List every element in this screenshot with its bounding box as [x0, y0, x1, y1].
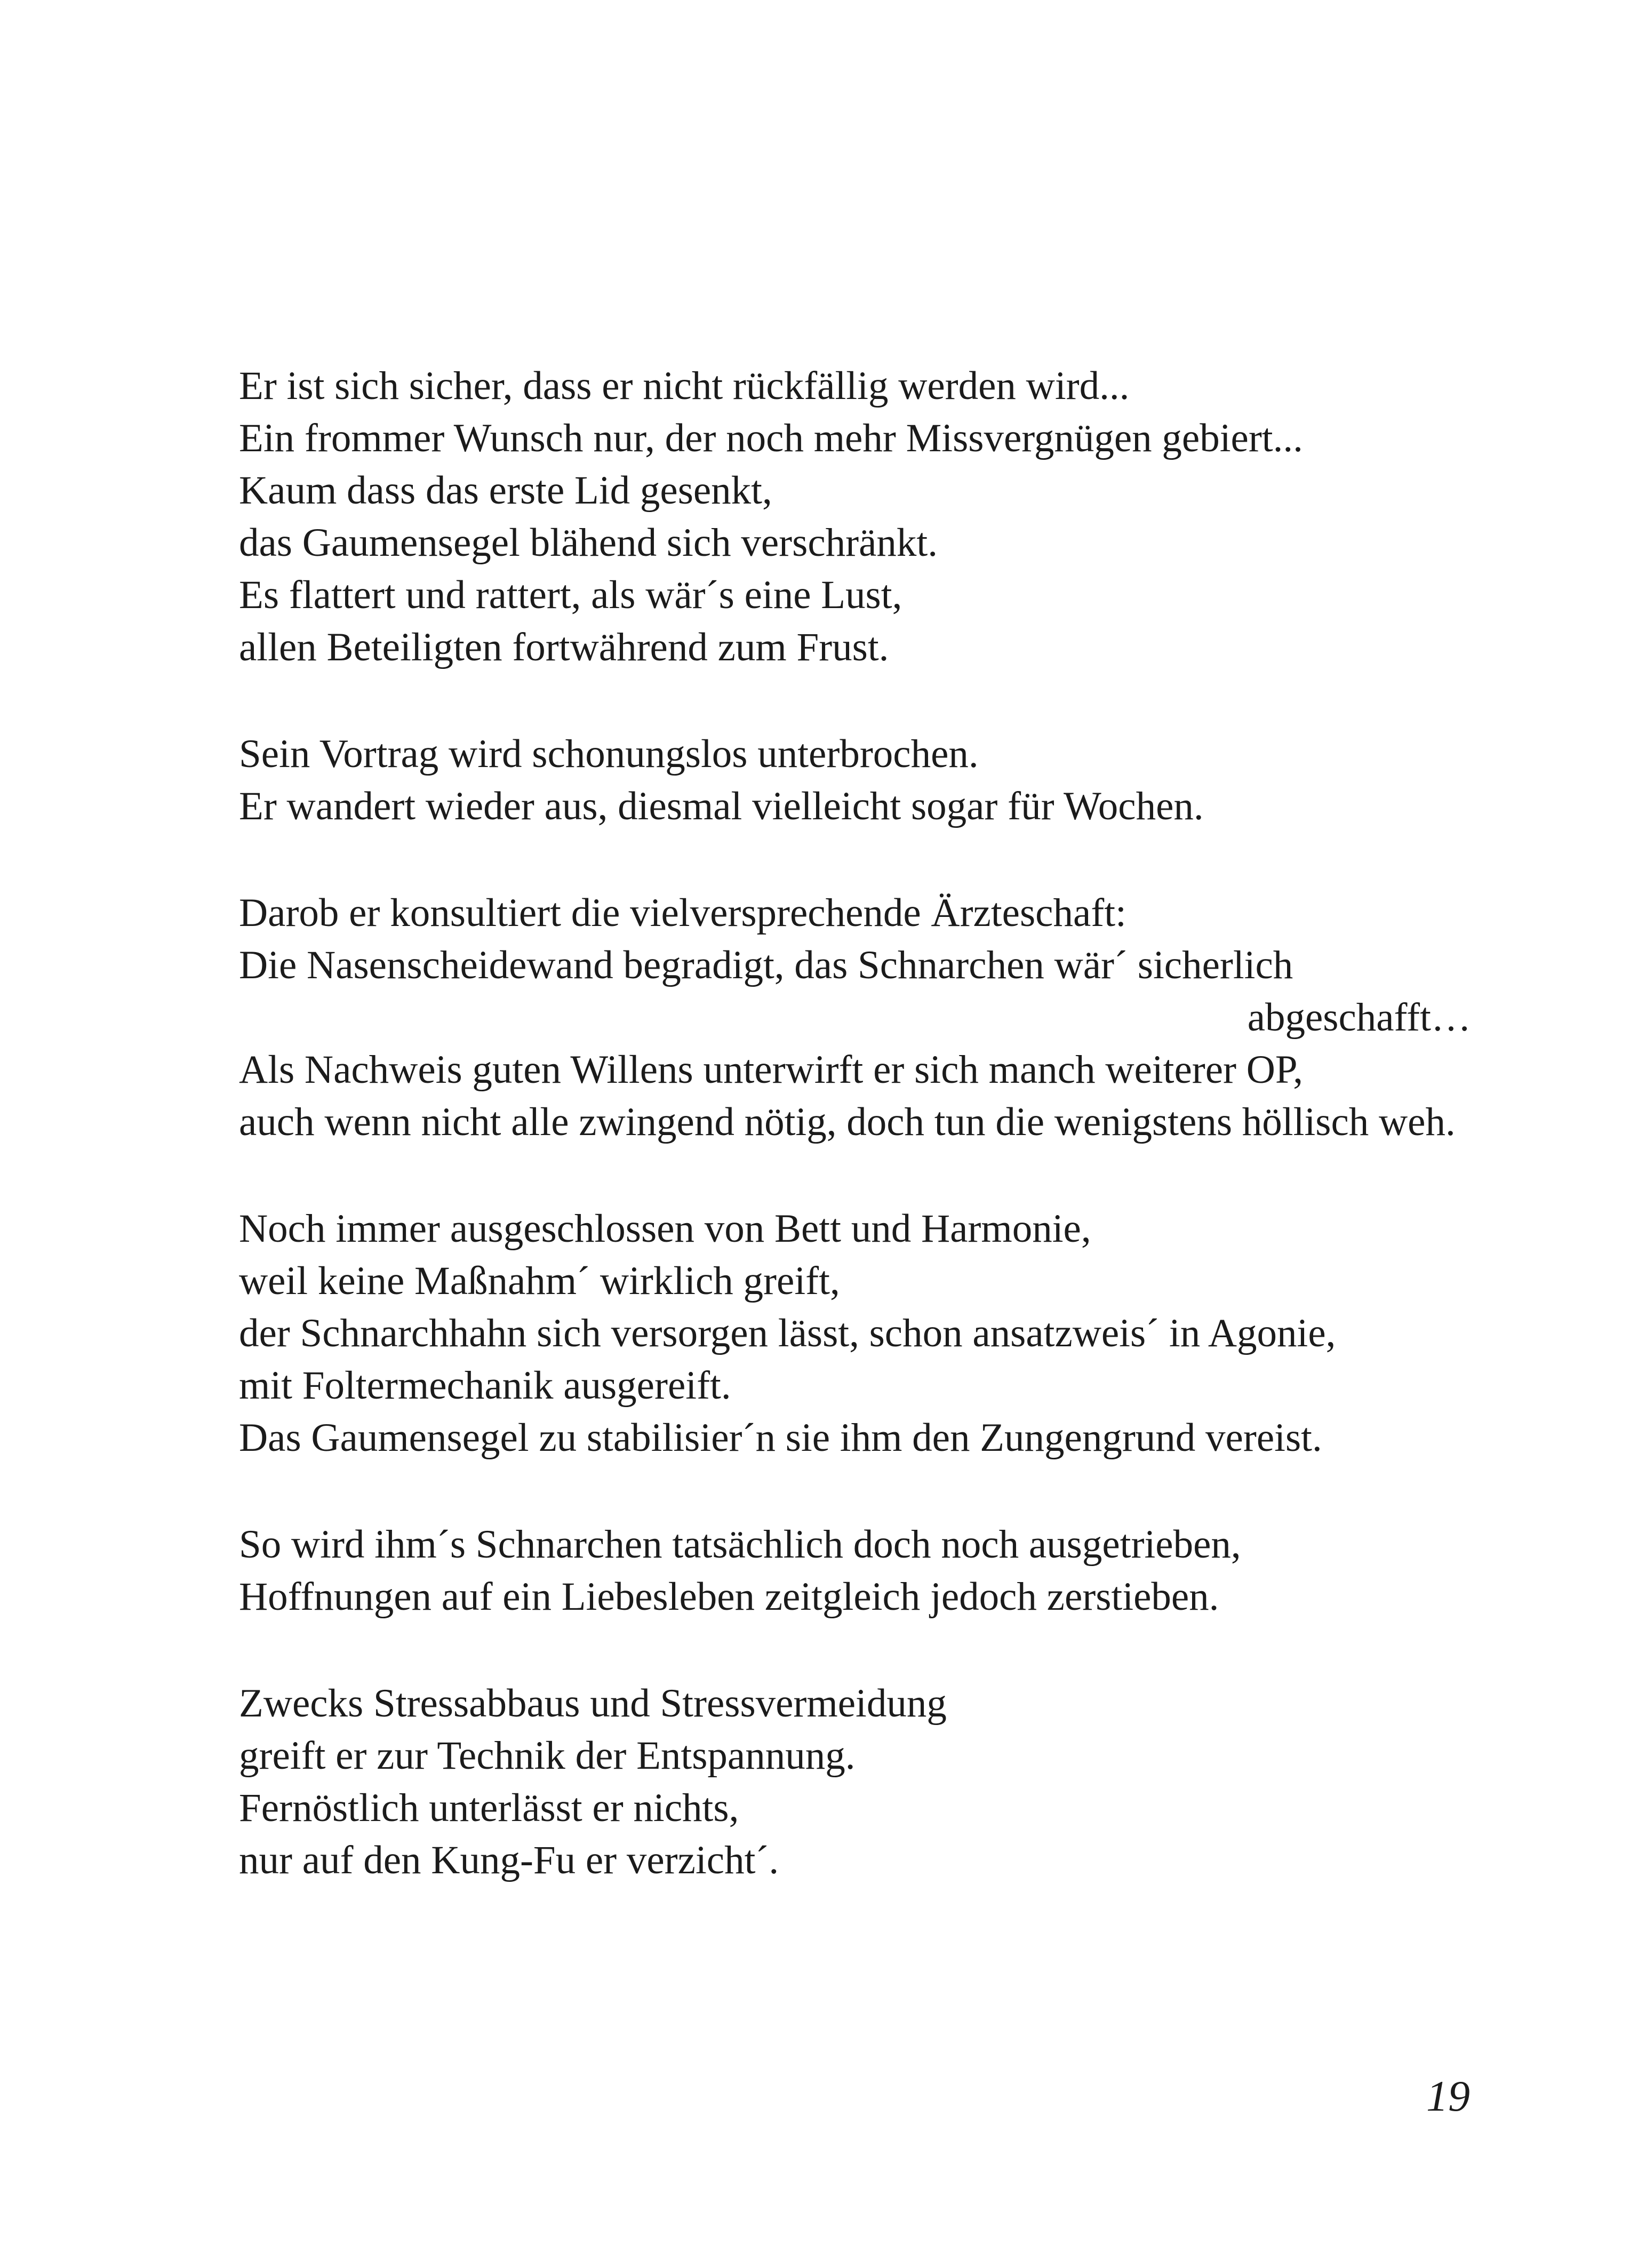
- poem-line: nur auf den Kung-Fu er verzicht´.: [239, 1838, 779, 1882]
- poem-body: [239, 360, 1492, 1941]
- poem-line: Noch immer ausgeschlossen von Bett und Harmonie,: [239, 1207, 1091, 1251]
- stanza-1: [239, 360, 1492, 674]
- poem-line: der Schnarchhahn sich versorgen lässt, schon ansatzweis´ in Agonie,: [239, 1311, 1336, 1355]
- poem-line-continuation: abgeschafft…: [1247, 995, 1471, 1040]
- poem-line: weil keine Maßnahm´ wirklich greift,: [239, 1259, 840, 1303]
- stanza-4: [239, 1203, 1492, 1464]
- poem-line: Die Nasenscheidewand begradigt, das Schnarchen wär´ sicherlich: [239, 943, 1293, 987]
- poem-line: greift er zur Technik der Entspannung.: [239, 1734, 856, 1778]
- poem-line: Es flattert und rattert, als wär´s eine Lust,: [239, 573, 902, 617]
- poem-line: mit Foltermechanik ausgereift.: [239, 1363, 731, 1408]
- poem-line: Er ist sich sicher, dass er nicht rückfällig werden wird...: [239, 364, 1130, 408]
- poem-line: auch wenn nicht alle zwingend nötig, doch tun die wenigstens höllisch weh.: [239, 1100, 1456, 1144]
- poem-line: Hoffnungen auf ein Liebesleben zeitgleich jedoch zerstieben.: [239, 1575, 1219, 1619]
- poem-line: Ein frommer Wunsch nur, der noch mehr Missvergnügen gebiert...: [239, 416, 1303, 460]
- stanza-2: [239, 728, 1492, 833]
- poem-line: Zwecks Stressabbaus und Stressvermeidung: [239, 1681, 947, 1726]
- stanza-5: [239, 1519, 1492, 1623]
- poem-line: Fernöstlich unterlässt er nichts,: [239, 1786, 739, 1830]
- poem-line: Sein Vortrag wird schonungslos unterbrochen.: [239, 732, 979, 776]
- poem-line: das Gaumensegel blähend sich verschränkt.: [239, 521, 938, 565]
- poem-line: Als Nachweis guten Willens unterwirft er sich manch weiterer OP,: [239, 1048, 1304, 1092]
- stanza-6: [239, 1678, 1492, 1887]
- poem-line: Das Gaumensegel zu stabilisier´n sie ihm den Zungengrund vereist.: [239, 1416, 1322, 1460]
- poem-line: So wird ihm´s Schnarchen tatsächlich doch noch ausgetrieben,: [239, 1522, 1241, 1567]
- page-number: 19: [1426, 2072, 1470, 2120]
- poem-line: Er wandert wieder aus, diesmal vielleicht sogar für Wochen.: [239, 784, 1204, 828]
- poem-line: Kaum dass das erste Lid gesenkt,: [239, 468, 772, 513]
- poem-line: allen Beteiligten fortwährend zum Frust.: [239, 625, 889, 669]
- poem-line: Darob er konsultiert die vielversprechende Ärzteschaft:: [239, 891, 1126, 935]
- stanza-3: [239, 887, 1492, 1148]
